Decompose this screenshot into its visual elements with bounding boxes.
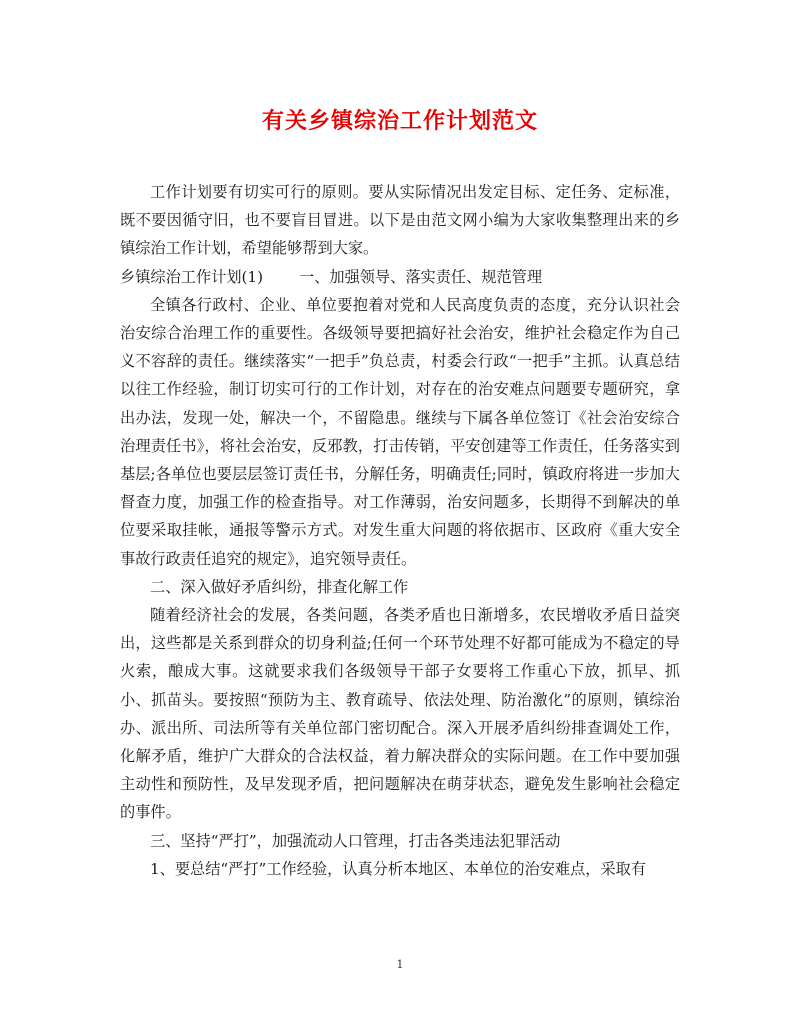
plan-heading-line — [120, 263, 680, 291]
section-one-body: 全镇各行政村、企业、单位要抱着对党和人民高度负责的态度，充分认识社会治安综合治理工作的重要性。各级领导要把搞好社会治安，维护社会稳定作为自己义不容辞的责任。继续落实“一把手”负总责，村委会行政“一把手”主抓。认真总结以往工作经验，制订切实可行的工作计划，对存在的治安难点问题要专题研究，拿出办法，发现一处，解决一个，不留隐患。继续与下属各单位签订《社会治安综合治理责任书》，将社会治安，反邪教，打击传销，平安创建等工作责任，任务落实到基层;各单位也要层层签订责任书，分解任务，明确责任;同时，镇政府将进一步加大督查力度，加强工作的检查指导。对工作薄弱，治安问题多，长期得不到解决的单位要采取挂帐，通报等警示方式。对发生重大问题的将依据市、区政府《重大安全事故行政责任追究的规定》，追究领导责任。 — [120, 295, 680, 568]
page-number: 1 — [396, 958, 404, 971]
document-body — [120, 178, 680, 883]
plan-label: 乡镇综治工作计划(1) — [120, 267, 264, 286]
document-title: 有关乡镇综治工作计划范文 — [261, 108, 538, 134]
section-two-body: 随着经济社会的发展，各类问题，各类矛盾也日渐增多，农民增收矛盾日益突出，这些都是关系到群众的切身利益;任何一个环节处理不好都可能成为不稳定的导火索，酿成大事。这就要求我们各级领导干部子女要将工作重心下放，抓早、抓小、抓苗头。要按照“预防为主、教育疏导、依法处理、防治激化”的原则，镇综治办、派出所、司法所等有关单位部门密切配合。深入开展矛盾纠纷排查调处工作，化解矛盾，维护广大群众的合法权益，着力解决群众的实际问题。在工作中要加强主动性和预防性，及早发现矛盾，把问题解决在萌芽状态，避免发生影响社会稳定的事件。 — [120, 606, 680, 822]
section-two-heading: 二、深入做好矛盾纠纷，排查化解工作 — [150, 577, 409, 596]
intro-paragraph: 工作计划要有切实可行的原则。要从实际情况出发定目标、定任务、定标准，既不要因循守旧，也不要盲目冒进。以下是由范文网小编为大家收集整理出来的乡镇综治工作计划，希望能够帮到大家。 — [120, 183, 680, 258]
section-three-heading: 三、坚持“严打”，加强流动人口管理，打击各类违法犯罪活动 — [150, 831, 561, 850]
section-one-heading: 一、加强领导、落实责任、规范管理 — [299, 267, 543, 286]
item-one-paragraph: 1、要总结“严打”工作经验，认真分析本地区、本单位的治安难点，采取有 — [150, 859, 647, 878]
